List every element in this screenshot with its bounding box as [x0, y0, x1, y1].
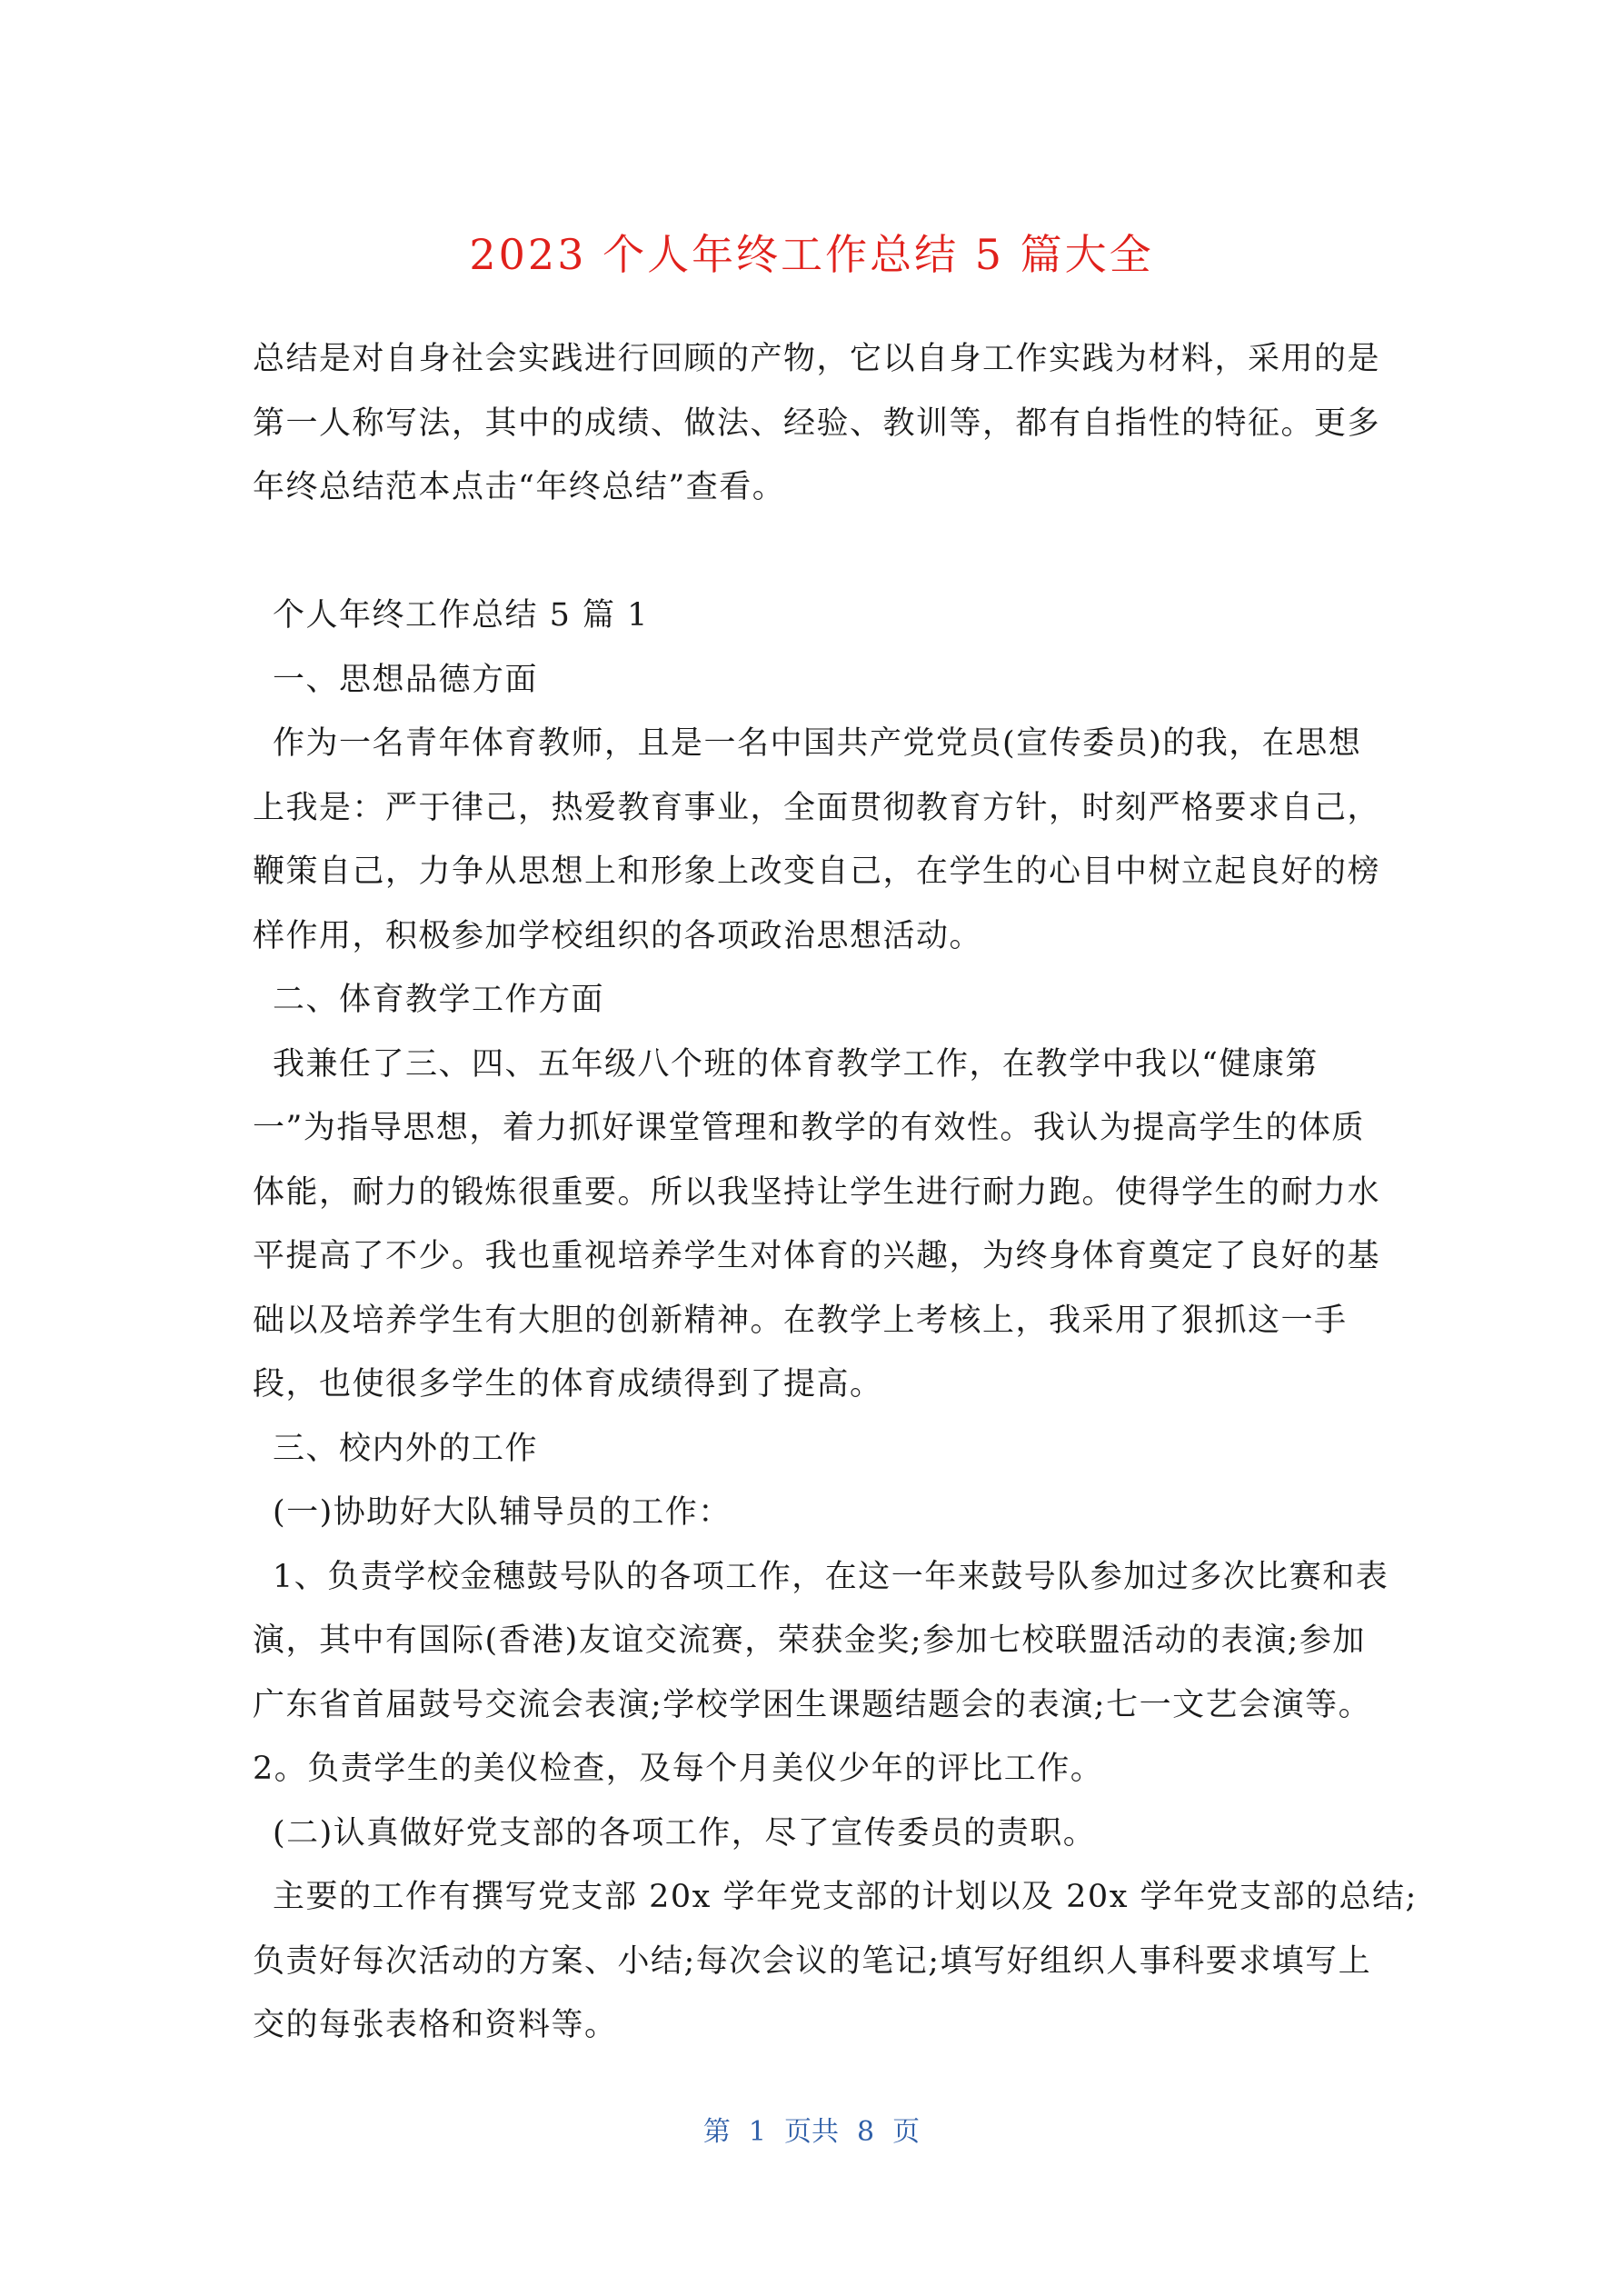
paragraph-line: 交的每张表格和资料等。: [253, 2007, 618, 2043]
paragraph-line: 演，其中有国际(香港)友谊交流赛，荣获金奖;参加七校联盟活动的表演;参加: [253, 1622, 1366, 1659]
heading-moral: 一、思想品德方面: [273, 661, 539, 698]
intro-line: 年终总结范本点击“年终总结”查看。: [253, 469, 786, 505]
heading-school-work: 三、校内外的工作: [273, 1430, 539, 1467]
paragraph-line: 2。负责学生的美仪检查，及每个月美仪少年的评比工作。: [253, 1751, 1104, 1787]
paragraph-line: 作为一名青年体育教师，且是一名中国共产党党员(宣传委员)的我，在思想: [273, 725, 1362, 762]
paragraph-line: 上我是：严于律己，热爱教育事业，全面贯彻教育方针，时刻严格要求自己，: [253, 789, 1381, 826]
section-title: 个人年终工作总结 5 篇 1: [273, 597, 649, 634]
intro-line: 总结是对自身社会实践进行回顾的产物，它以自身工作实践为材料，采用的是: [253, 341, 1381, 377]
document-title: 2023 个人年终工作总结 5 篇大全: [469, 230, 1154, 279]
paragraph-line: 主要的工作有撰写党支部 20x 学年党支部的计划以及 20x 学年党支部的总结;: [273, 1879, 1418, 1915]
paragraph-line: 体能，耐力的锻炼很重要。所以我坚持让学生进行耐力跑。使得学生的耐力水: [253, 1173, 1381, 1211]
footer-page-suffix: 页: [892, 2116, 921, 2148]
footer-page-total: 8: [857, 2116, 875, 2148]
footer-page-prefix: 第: [702, 2116, 731, 2148]
paragraph-line: 我兼任了三、四、五年级八个班的体育教学工作，在教学中我以“健康第: [273, 1045, 1319, 1083]
paragraph-line: 础以及培养学生有大胆的创新精神。在教学上考核上，我采用了狠抓这一手: [253, 1302, 1348, 1339]
page-footer: [0, 2109, 1623, 2149]
paragraph-spacer: [253, 520, 1390, 584]
paragraph-line: 段，也使很多学生的体育成绩得到了提高。: [253, 1366, 883, 1403]
footer-page-number: 1: [748, 2116, 766, 2148]
paragraph-line: 样作用，积极参加学校组织的各项政治思想活动。: [253, 917, 983, 954]
footer-page-middle: 页共: [784, 2116, 839, 2148]
subheading-party: (二)认真做好党支部的各项工作，尽了宣传委员的责职。: [273, 1814, 1097, 1852]
paragraph-line: 负责好每次活动的方案、小结;每次会议的笔记;填写好组织人事科要求填写上: [253, 1942, 1372, 1980]
document-body: [253, 327, 1418, 2058]
paragraph-line: 平提高了不少。我也重视培养学生对体育的兴趣，为终身体育奠定了良好的基: [253, 1238, 1381, 1274]
paragraph-line: 1、负责学校金穗鼓号队的各项工作，在这一年来鼓号队参加过多次比赛和表: [273, 1558, 1389, 1595]
intro-line: 第一人称写法，其中的成绩、做法、经验、教训等，都有自指性的特征。更多: [253, 404, 1381, 442]
paragraph-line: 广东省首届鼓号交流会表演;学校学困生课题结题会的表演;七一文艺会演等。: [253, 1686, 1372, 1723]
paragraph-line: 鞭策自己，力争从思想上和形象上改变自己，在学生的心目中树立起良好的榜: [253, 854, 1381, 890]
subheading-assist: (一)协助好大队辅导员的工作：: [273, 1494, 732, 1531]
heading-teaching: 二、体育教学工作方面: [273, 982, 605, 1018]
paragraph-line: 一”为指导思想，着力抓好课堂管理和教学的有效性。我认为提高学生的体质: [253, 1110, 1365, 1146]
